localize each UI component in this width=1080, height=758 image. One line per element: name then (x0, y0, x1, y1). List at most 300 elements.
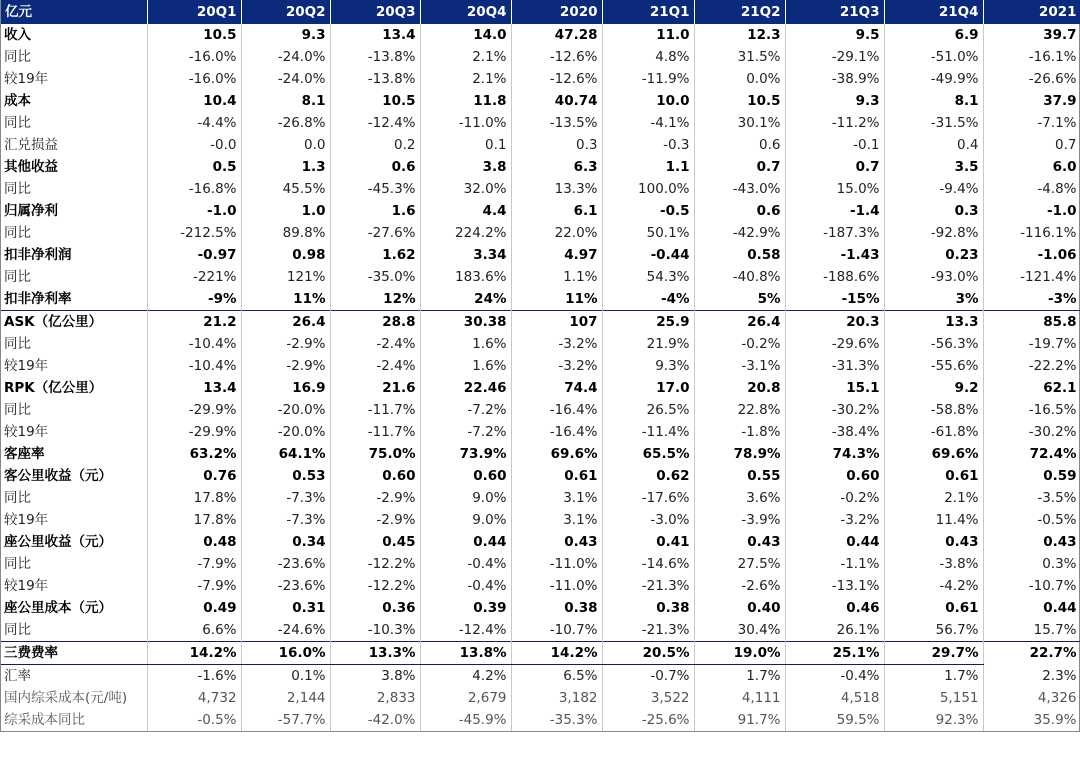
table-cell: -187.3% (785, 222, 884, 244)
row-label: 国内综采成本(元/吨) (1, 687, 147, 709)
table-cell: 100.0% (602, 178, 694, 200)
table-cell: -12.6% (511, 68, 602, 90)
table-cell: 0.46 (785, 597, 884, 619)
table-cell: 11% (511, 288, 602, 311)
table-row (1, 553, 1080, 575)
table-row (1, 421, 1080, 443)
table-cell: 0.39 (420, 597, 511, 619)
table-cell: -29.9% (147, 421, 241, 443)
table-cell: -0.5% (983, 509, 1080, 531)
table-cell: 0.62 (602, 465, 694, 487)
table-cell: 10.5 (147, 24, 241, 46)
table-cell: 11.4% (884, 509, 983, 531)
table-cell: 1.1% (511, 266, 602, 288)
column-header: 21Q1 (602, 0, 694, 24)
column-header: 20Q2 (241, 0, 330, 24)
table-cell: 3.8% (330, 665, 420, 688)
table-cell: -7.2% (420, 399, 511, 421)
table-cell: -14.6% (602, 553, 694, 575)
row-label: 同比 (1, 399, 147, 421)
table-cell: 0.60 (420, 465, 511, 487)
table-cell: 6.9 (884, 24, 983, 46)
table-cell: 0.76 (147, 465, 241, 487)
row-label: 较19年 (1, 421, 147, 443)
table-cell: -21.3% (602, 619, 694, 642)
table-cell: -2.4% (330, 355, 420, 377)
table-cell: -2.9% (241, 333, 330, 355)
row-label: 座公里收益（元） (1, 531, 147, 553)
row-label: 扣非净利润 (1, 244, 147, 266)
table-cell: 47.28 (511, 24, 602, 46)
table-cell: 1.0 (241, 200, 330, 222)
table-cell: -2.4% (330, 333, 420, 355)
table-cell: -13.8% (330, 68, 420, 90)
column-header: 21Q4 (884, 0, 983, 24)
table-cell: 3.1% (511, 487, 602, 509)
table-cell: 3.34 (420, 244, 511, 266)
table-row (1, 509, 1080, 531)
row-label: 三费费率 (1, 642, 147, 665)
column-header: 20Q1 (147, 0, 241, 24)
table-cell: 4.8% (602, 46, 694, 68)
table-cell: 4,732 (147, 687, 241, 709)
row-label: 同比 (1, 487, 147, 509)
table-cell: -17.6% (602, 487, 694, 509)
table-cell: 24% (420, 288, 511, 311)
table-cell: 3,522 (602, 687, 694, 709)
table-cell: 0.43 (511, 531, 602, 553)
row-label: RPK（亿公里） (1, 377, 147, 399)
table-cell: -23.6% (241, 575, 330, 597)
column-header: 21Q2 (694, 0, 785, 24)
table-cell: -3.2% (511, 333, 602, 355)
table-cell: -24.6% (241, 619, 330, 642)
row-label: 汇兑损益 (1, 134, 147, 156)
table-cell: 3.6% (694, 487, 785, 509)
table-cell: 26.5% (602, 399, 694, 421)
table-cell: -29.6% (785, 333, 884, 355)
table-cell: 0.0% (694, 68, 785, 90)
table-cell: 0.4 (884, 134, 983, 156)
table-cell: -1.43 (785, 244, 884, 266)
table-row (1, 222, 1080, 244)
row-label: 较19年 (1, 355, 147, 377)
table-cell: 0.61 (511, 465, 602, 487)
table-cell: -58.8% (884, 399, 983, 421)
table-cell: 32.0% (420, 178, 511, 200)
table-cell: 69.6% (511, 443, 602, 465)
table-cell: 56.7% (884, 619, 983, 642)
table-cell: -10.4% (147, 333, 241, 355)
table-cell: 1.6% (420, 333, 511, 355)
table-cell: 0.40 (694, 597, 785, 619)
table-cell: 0.3 (884, 200, 983, 222)
table-cell: -0.2% (694, 333, 785, 355)
table-cell: 13.3 (884, 311, 983, 334)
table-cell: 21.2 (147, 311, 241, 334)
table-cell: -11.9% (602, 68, 694, 90)
row-label: 成本 (1, 90, 147, 112)
table-cell: -0.7% (602, 665, 694, 688)
table-cell: 0.7 (983, 134, 1080, 156)
row-label: 其他收益 (1, 156, 147, 178)
table-cell: 13.4 (147, 377, 241, 399)
table-cell: -27.6% (330, 222, 420, 244)
table-row (1, 112, 1080, 134)
table-cell: 15.7% (983, 619, 1080, 642)
table-cell: 11.0 (602, 24, 694, 46)
table-cell: -1.1% (785, 553, 884, 575)
table-cell: -29.9% (147, 399, 241, 421)
table-cell: 6.5% (511, 665, 602, 688)
table-cell: 0.3 (511, 134, 602, 156)
table-cell: -24.0% (241, 46, 330, 68)
table-cell: 2.1% (420, 68, 511, 90)
table-row (1, 156, 1080, 178)
table-cell: -1.8% (694, 421, 785, 443)
table-cell: 74.3% (785, 443, 884, 465)
table-cell: 5,151 (884, 687, 983, 709)
table-cell: -23.6% (241, 553, 330, 575)
table-cell: 19.0% (694, 642, 785, 665)
table-cell: 0.60 (785, 465, 884, 487)
table-cell: -3.0% (602, 509, 694, 531)
table-cell: 0.5 (147, 156, 241, 178)
table-row (1, 377, 1080, 399)
table-row (1, 443, 1080, 465)
table-cell: -10.4% (147, 355, 241, 377)
table-cell: -7.3% (241, 487, 330, 509)
table-row (1, 597, 1080, 619)
table-cell: -7.2% (420, 421, 511, 443)
header-unit-label: 亿元 (1, 0, 147, 24)
table-cell: -2.9% (330, 487, 420, 509)
row-label: 综采成本同比 (1, 709, 147, 731)
table-cell: -16.1% (983, 46, 1080, 68)
table-cell: -0.3 (602, 134, 694, 156)
table-cell: 0.44 (983, 597, 1080, 619)
table-row (1, 311, 1080, 334)
table-cell: -20.0% (241, 421, 330, 443)
table-cell: 6.6% (147, 619, 241, 642)
table-cell: 0.44 (785, 531, 884, 553)
table-cell: 30.1% (694, 112, 785, 134)
table-cell: -9.4% (884, 178, 983, 200)
table-cell: 20.3 (785, 311, 884, 334)
table-cell: -51.0% (884, 46, 983, 68)
table-cell: -3.2% (511, 355, 602, 377)
table-cell: 13.3% (511, 178, 602, 200)
table-cell: 10.4 (147, 90, 241, 112)
table-cell: 0.1 (420, 134, 511, 156)
table-cell: 22.0% (511, 222, 602, 244)
table-cell: 1.3 (241, 156, 330, 178)
table-cell: 0.7 (694, 156, 785, 178)
table-row (1, 24, 1080, 46)
table-cell: 0.41 (602, 531, 694, 553)
table-cell: 3% (884, 288, 983, 311)
table-cell: 72.4% (983, 443, 1080, 465)
table-cell: -11.0% (511, 575, 602, 597)
table-cell: 3.8 (420, 156, 511, 178)
table-cell: 1.7% (884, 665, 983, 688)
table-cell: -7.9% (147, 575, 241, 597)
table-cell: -26.6% (983, 68, 1080, 90)
table-cell: 5% (694, 288, 785, 311)
table-cell: 0.6 (694, 134, 785, 156)
row-label: 客座率 (1, 443, 147, 465)
table-cell: -35.3% (511, 709, 602, 731)
table-cell: 74.4 (511, 377, 602, 399)
table-cell: -121.4% (983, 266, 1080, 288)
table-cell: 2,833 (330, 687, 420, 709)
row-label: 同比 (1, 46, 147, 68)
row-label: 较19年 (1, 68, 147, 90)
table-cell: -0.97 (147, 244, 241, 266)
table-cell: 14.2% (511, 642, 602, 665)
table-cell: -57.7% (241, 709, 330, 731)
table-cell: -35.0% (330, 266, 420, 288)
table-cell: -49.9% (884, 68, 983, 90)
table-cell: 4.4 (420, 200, 511, 222)
table-cell: 0.55 (694, 465, 785, 487)
table-cell: 0.53 (241, 465, 330, 487)
column-header: 2021 (983, 0, 1080, 24)
table-cell: 26.1% (785, 619, 884, 642)
table-cell: 17.8% (147, 487, 241, 509)
table-cell: 59.5% (785, 709, 884, 731)
table-cell: 37.9 (983, 90, 1080, 112)
table-cell: -93.0% (884, 266, 983, 288)
table-cell: 11% (241, 288, 330, 311)
table-cell: -25.6% (602, 709, 694, 731)
table-cell: 13.4 (330, 24, 420, 46)
table-cell: -24.0% (241, 68, 330, 90)
table-cell: 0.38 (511, 597, 602, 619)
table-cell: 8.1 (884, 90, 983, 112)
table-cell: -26.8% (241, 112, 330, 134)
table-cell: 224.2% (420, 222, 511, 244)
table-cell: 22.8% (694, 399, 785, 421)
table-cell: -42.9% (694, 222, 785, 244)
table-cell: 27.5% (694, 553, 785, 575)
table-cell: 25.1% (785, 642, 884, 665)
table-cell: 0.23 (884, 244, 983, 266)
table-row (1, 665, 1080, 688)
table-cell: 30.4% (694, 619, 785, 642)
table-cell: -1.4 (785, 200, 884, 222)
table-cell: -4.2% (884, 575, 983, 597)
table-cell: -0.5% (147, 709, 241, 731)
table-cell: -1.0 (147, 200, 241, 222)
row-label: 同比 (1, 178, 147, 200)
table-cell: -11.4% (602, 421, 694, 443)
table-cell: -40.8% (694, 266, 785, 288)
table-row (1, 575, 1080, 597)
table-cell: 1.7% (694, 665, 785, 688)
table-row (1, 200, 1080, 222)
table-cell: -16.5% (983, 399, 1080, 421)
table-cell: 9.2 (884, 377, 983, 399)
table-cell: -2.9% (241, 355, 330, 377)
column-header: 20Q4 (420, 0, 511, 24)
table-cell: -4% (602, 288, 694, 311)
table-cell: -42.0% (330, 709, 420, 731)
table-cell: -21.3% (602, 575, 694, 597)
table-cell: -55.6% (884, 355, 983, 377)
table-cell: -56.3% (884, 333, 983, 355)
table-cell: 4,111 (694, 687, 785, 709)
table-cell: -13.1% (785, 575, 884, 597)
table-cell: 121% (241, 266, 330, 288)
table-cell: -12.4% (330, 112, 420, 134)
table-cell: 17.8% (147, 509, 241, 531)
column-header: 20Q3 (330, 0, 420, 24)
row-label: 同比 (1, 266, 147, 288)
row-label: 座公里成本（元） (1, 597, 147, 619)
table-cell: 0.43 (983, 531, 1080, 553)
table-cell: -10.7% (511, 619, 602, 642)
financial-table (1, 0, 1080, 731)
table-cell: 39.7 (983, 24, 1080, 46)
table-cell: 0.7 (785, 156, 884, 178)
table-cell: -15% (785, 288, 884, 311)
table-cell: 0.6 (694, 200, 785, 222)
table-cell: -9% (147, 288, 241, 311)
table-cell: 15.1 (785, 377, 884, 399)
table-cell: -0.4% (785, 665, 884, 688)
row-label: 较19年 (1, 509, 147, 531)
table-cell: 15.0% (785, 178, 884, 200)
table-cell: 35.9% (983, 709, 1080, 731)
table-cell: -12.4% (420, 619, 511, 642)
table-cell: -7.3% (241, 509, 330, 531)
table-cell: 62.1 (983, 377, 1080, 399)
table-cell: -11.7% (330, 399, 420, 421)
table-cell: 6.1 (511, 200, 602, 222)
table-cell: 0.61 (884, 597, 983, 619)
table-cell: -7.9% (147, 553, 241, 575)
table-cell: 1.62 (330, 244, 420, 266)
table-cell: 0.61 (884, 465, 983, 487)
row-label: 扣非净利率 (1, 288, 147, 311)
table-cell: 0.49 (147, 597, 241, 619)
table-cell: 2.1% (884, 487, 983, 509)
column-header: 21Q3 (785, 0, 884, 24)
table-row (1, 399, 1080, 421)
table-cell: -0.0 (147, 134, 241, 156)
table-row (1, 487, 1080, 509)
table-row (1, 642, 1080, 665)
table-cell: 0.3% (983, 553, 1080, 575)
table-cell: 183.6% (420, 266, 511, 288)
table-cell: 64.1% (241, 443, 330, 465)
table-cell: -31.5% (884, 112, 983, 134)
table-cell: 85.8 (983, 311, 1080, 334)
table-cell: -45.3% (330, 178, 420, 200)
table-cell: -19.7% (983, 333, 1080, 355)
table-cell: -43.0% (694, 178, 785, 200)
table-cell: -2.6% (694, 575, 785, 597)
table-cell: -3.8% (884, 553, 983, 575)
table-cell: -212.5% (147, 222, 241, 244)
table-row (1, 288, 1080, 311)
table-cell: 20.8 (694, 377, 785, 399)
table-row (1, 244, 1080, 266)
table-cell: -1.06 (983, 244, 1080, 266)
table-cell: -11.0% (511, 553, 602, 575)
table-cell: -12.2% (330, 553, 420, 575)
table-row (1, 266, 1080, 288)
table-row (1, 709, 1080, 731)
row-label: 同比 (1, 112, 147, 134)
table-cell: 16.9 (241, 377, 330, 399)
table-row (1, 134, 1080, 156)
table-cell: 4.2% (420, 665, 511, 688)
table-cell: 63.2% (147, 443, 241, 465)
table-cell: -61.8% (884, 421, 983, 443)
table-cell: -16.0% (147, 68, 241, 90)
row-label: 客公里收益（元） (1, 465, 147, 487)
table-cell: 9.3% (602, 355, 694, 377)
table-cell: -3.5% (983, 487, 1080, 509)
table-cell: -0.4% (420, 575, 511, 597)
table-cell: 8.1 (241, 90, 330, 112)
table-cell: 13.3% (330, 642, 420, 665)
table-cell: 0.43 (884, 531, 983, 553)
row-label: ASK（亿公里） (1, 311, 147, 334)
table-cell: -4.8% (983, 178, 1080, 200)
table-header-row (1, 0, 1080, 24)
table-cell: 107 (511, 311, 602, 334)
table-cell: -92.8% (884, 222, 983, 244)
table-cell: -20.0% (241, 399, 330, 421)
table-cell: -0.44 (602, 244, 694, 266)
table-row (1, 90, 1080, 112)
table-cell: 17.0 (602, 377, 694, 399)
table-cell: 2,144 (241, 687, 330, 709)
table-cell: 0.43 (694, 531, 785, 553)
table-cell: -2.9% (330, 509, 420, 531)
table-row (1, 465, 1080, 487)
row-label: 汇率 (1, 665, 147, 688)
table-cell: -1.0 (983, 200, 1080, 222)
table-cell: 21.9% (602, 333, 694, 355)
table-cell: -10.7% (983, 575, 1080, 597)
table-cell: 9.3 (785, 90, 884, 112)
table-cell: 26.4 (241, 311, 330, 334)
table-row (1, 46, 1080, 68)
table-cell: 91.7% (694, 709, 785, 731)
table-cell: 0.1% (241, 665, 330, 688)
table-cell: 0.34 (241, 531, 330, 553)
table-cell: -13.5% (511, 112, 602, 134)
table-cell: 20.5% (602, 642, 694, 665)
table-cell: 10.5 (694, 90, 785, 112)
table-cell: 65.5% (602, 443, 694, 465)
table-cell: 22.7% (983, 642, 1080, 665)
table-cell: 50.1% (602, 222, 694, 244)
table-row (1, 687, 1080, 709)
table-cell: 75.0% (330, 443, 420, 465)
table-cell: -4.1% (602, 112, 694, 134)
table-cell: -11.7% (330, 421, 420, 443)
table-cell: 25.9 (602, 311, 694, 334)
table-cell: 0.38 (602, 597, 694, 619)
table-cell: -3.1% (694, 355, 785, 377)
table-cell: 0.44 (420, 531, 511, 553)
table-body (1, 24, 1080, 731)
